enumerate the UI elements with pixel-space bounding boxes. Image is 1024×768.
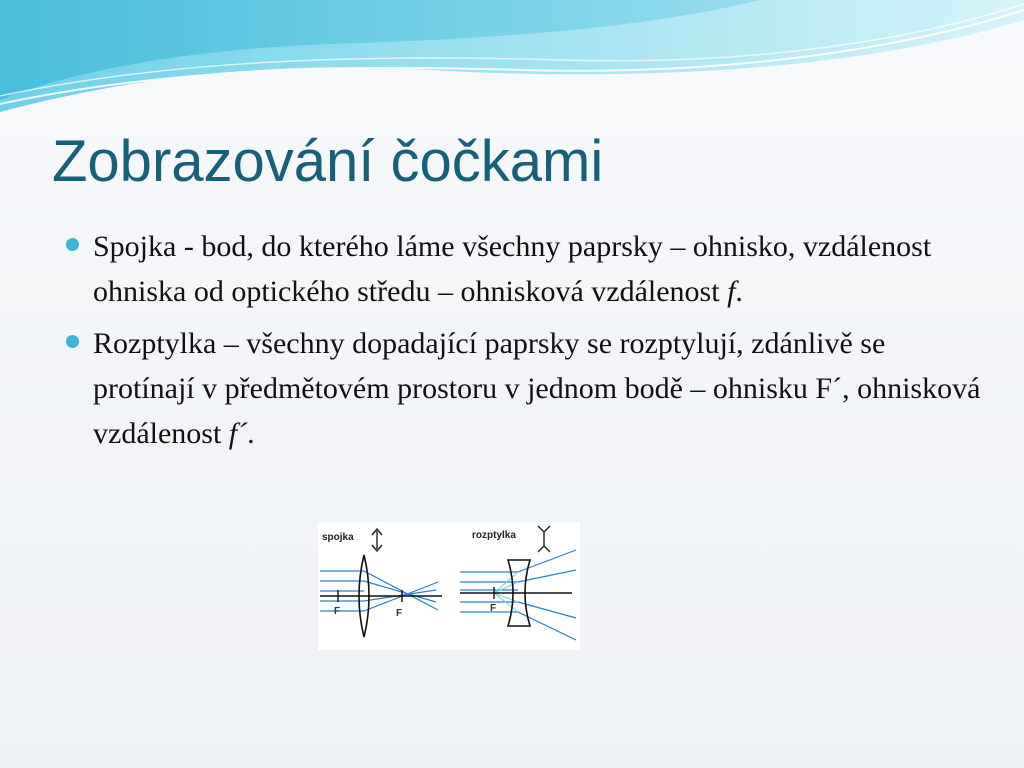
- lens-diagram-image: [318, 522, 580, 650]
- concave-focus-label: F: [490, 603, 497, 614]
- focal-length-symbol: f´: [228, 417, 248, 450]
- bullet-dot-icon: [66, 238, 79, 251]
- bullet-text: Spojka - bod, do kterého láme všechny paprsky – ohnisko, vzdálenost ohniska od optického středu – ohnisková vzdálenost: [93, 230, 932, 308]
- diagram-background: [318, 522, 580, 650]
- convex-focus-label-left: F: [334, 606, 341, 617]
- focal-length-symbol: f: [727, 275, 736, 308]
- convex-lens-label: spojka: [322, 532, 354, 543]
- bullet-list: [66, 224, 986, 463]
- bullet-item-concave-lens: [66, 321, 986, 456]
- convex-focus-label-right: F: [396, 608, 403, 619]
- concave-lens-label: rozptylka: [472, 530, 516, 541]
- bullet-dot-icon: [66, 335, 79, 348]
- bullet-text-end: .: [735, 275, 743, 308]
- bullet-item-convex-lens: [66, 224, 986, 314]
- header-wave-decoration: [0, 0, 1024, 120]
- bullet-text-end: .: [247, 417, 255, 450]
- slide-title: Zobrazování čočkami: [52, 129, 604, 194]
- bullet-text: Rozptylka – všechny dopadající paprsky se rozptylují, zdánlivě se protínají v předmětovém prostoru v jednom bodě – ohnisku F´, ohnisková vzdálenost: [93, 327, 981, 450]
